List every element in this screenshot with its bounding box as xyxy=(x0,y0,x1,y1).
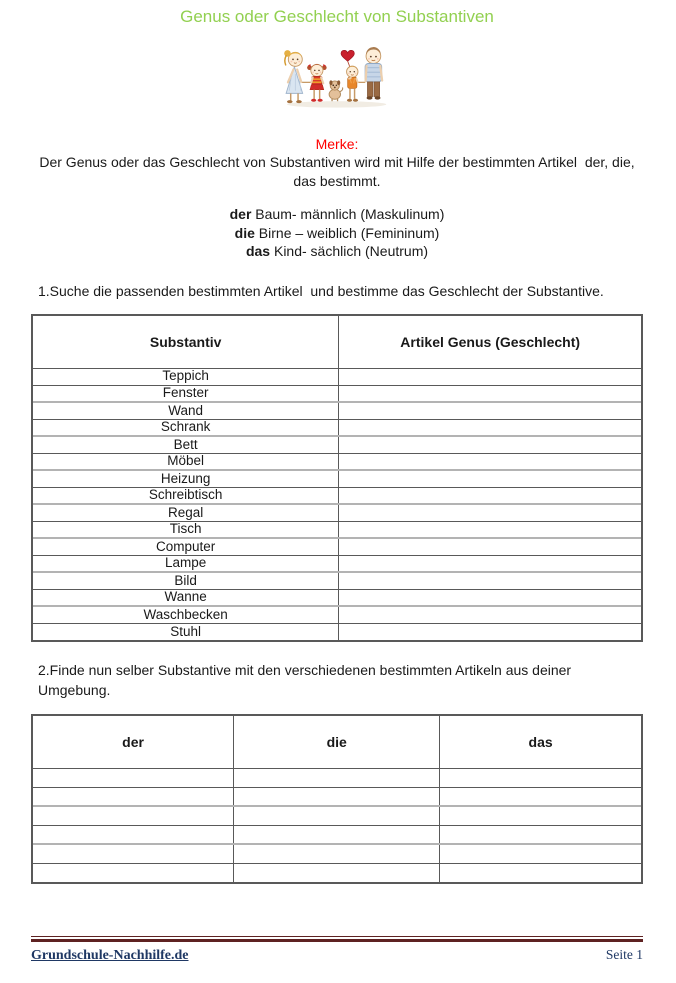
answer-cell xyxy=(33,844,234,863)
substantiv-cell: Teppich xyxy=(33,368,339,385)
articles-table-wrap xyxy=(31,714,643,884)
table-header-row xyxy=(33,716,641,768)
boy-figure xyxy=(341,51,358,102)
artikel-answer-cell xyxy=(339,572,641,589)
substantiv-cell: Tisch xyxy=(33,521,339,538)
artikel-answer-cell xyxy=(339,470,641,487)
example-article-der: der xyxy=(229,206,252,223)
table-row xyxy=(33,555,641,572)
answer-cell xyxy=(234,768,440,787)
answer-cell xyxy=(33,825,234,844)
table-row xyxy=(33,623,641,640)
substantiv-cell: Bett xyxy=(33,436,339,453)
answer-cell xyxy=(440,768,641,787)
artikel-answer-cell xyxy=(339,402,641,419)
col-header-die: die xyxy=(234,716,440,768)
table-row xyxy=(33,453,641,470)
table-row xyxy=(33,487,641,504)
artikel-answer-cell xyxy=(339,623,641,640)
substantiv-cell: Wand xyxy=(33,402,339,419)
example-text-die: Birne – weiblich (Femininum) xyxy=(254,224,440,241)
substantiv-cell: Schreibtisch xyxy=(33,487,339,504)
task1-instruction: 1.Suche die passenden bestimmten Artikel und bestimme das Geschlecht der Substantive. xyxy=(38,282,604,299)
artikel-answer-cell xyxy=(339,368,641,385)
table-row xyxy=(33,419,641,436)
answer-cell xyxy=(33,768,234,787)
articles-table-body xyxy=(33,768,641,882)
table-row xyxy=(33,521,641,538)
substantiv-cell: Schrank xyxy=(33,419,339,436)
mom-figure xyxy=(285,50,303,103)
artikel-answer-cell xyxy=(339,538,641,555)
artikel-answer-cell xyxy=(339,419,641,436)
table-row xyxy=(33,368,641,385)
page-title: Genus oder Geschlecht von Substantiven xyxy=(180,7,494,26)
page-footer xyxy=(31,936,643,964)
answer-cell xyxy=(440,787,641,806)
col-header-das: das xyxy=(440,716,641,768)
dad-figure xyxy=(365,47,382,100)
answer-cell xyxy=(234,825,440,844)
artikel-answer-cell xyxy=(339,555,641,572)
artikel-answer-cell xyxy=(339,385,641,402)
substantiv-cell: Lampe xyxy=(33,555,339,572)
dog-figure xyxy=(329,81,343,102)
artikel-answer-cell xyxy=(339,606,641,623)
merke-body-text: Der Genus oder das Geschlecht von Substantiven wird mit Hilfe der bestimmten Artikel der, die, das bestimmt. xyxy=(39,154,639,190)
example-article-die: die xyxy=(234,224,255,241)
answer-cell xyxy=(234,863,440,882)
answer-cell xyxy=(440,806,641,825)
substantiv-table xyxy=(31,314,643,642)
answer-cell xyxy=(234,844,440,863)
table-row xyxy=(33,589,641,606)
table-row xyxy=(33,402,641,419)
substantiv-cell: Heizung xyxy=(33,470,339,487)
table-row xyxy=(33,787,641,806)
substantiv-cell: Regal xyxy=(33,504,339,521)
artikel-answer-cell xyxy=(339,453,641,470)
heart-balloon xyxy=(341,51,354,62)
col-header-artikel-genus: Artikel Genus (Geschlecht) xyxy=(339,316,641,368)
substantiv-cell: Bild xyxy=(33,572,339,589)
footer-page-number: Seite 1 xyxy=(605,947,643,962)
answer-cell xyxy=(234,787,440,806)
table-row xyxy=(33,572,641,589)
answer-cell xyxy=(33,863,234,882)
footer-rule xyxy=(31,936,643,942)
table-row xyxy=(33,470,641,487)
table-row xyxy=(33,768,641,787)
substantiv-cell: Waschbecken xyxy=(33,606,339,623)
table-row xyxy=(33,538,641,555)
table-row xyxy=(33,436,641,453)
example-article-das: das xyxy=(245,243,271,260)
substantiv-cell: Stuhl xyxy=(33,623,339,640)
answer-cell xyxy=(440,825,641,844)
answer-cell xyxy=(234,806,440,825)
table-row xyxy=(33,385,641,402)
footer-site-link[interactable]: Grundschule-Nachhilfe.de xyxy=(31,948,189,963)
table-row xyxy=(33,844,641,863)
family-illustration xyxy=(31,41,643,109)
task2-instruction: 2.Finde nun selber Substantive mit den verschiedenen bestimmten Artikeln aus deiner Umgebung. xyxy=(38,662,575,698)
substantiv-cell: Fenster xyxy=(33,385,339,402)
artikel-answer-cell xyxy=(339,589,641,606)
family-clipart-svg xyxy=(276,41,397,109)
table-row xyxy=(33,606,641,623)
merke-heading: Merke: xyxy=(315,136,359,153)
substantiv-cell: Möbel xyxy=(33,453,339,470)
artikel-answer-cell xyxy=(339,487,641,504)
example-text-das: Kind- sächlich (Neutrum) xyxy=(270,243,429,260)
table-row xyxy=(33,825,641,844)
footer-rule-thick xyxy=(31,939,643,942)
example-die xyxy=(31,224,643,242)
example-der xyxy=(31,205,643,223)
example-text-der: Baum- männlich (Maskulinum) xyxy=(251,206,445,223)
example-das xyxy=(31,242,643,260)
answer-cell xyxy=(440,863,641,882)
table-header-row xyxy=(33,316,641,368)
table-row xyxy=(33,863,641,882)
substantiv-table-body xyxy=(33,368,641,640)
answer-cell xyxy=(440,844,641,863)
artikel-answer-cell xyxy=(339,504,641,521)
substantiv-cell: Wanne xyxy=(33,589,339,606)
col-header-der: der xyxy=(33,716,234,768)
col-header-substantiv: Substantiv xyxy=(33,316,339,368)
artikel-answer-cell xyxy=(339,436,641,453)
answer-cell xyxy=(33,806,234,825)
artikel-answer-cell xyxy=(339,521,641,538)
article-examples xyxy=(31,205,643,260)
table-row xyxy=(33,806,641,825)
substantiv-cell: Computer xyxy=(33,538,339,555)
answer-cell xyxy=(33,787,234,806)
table-row xyxy=(33,504,641,521)
